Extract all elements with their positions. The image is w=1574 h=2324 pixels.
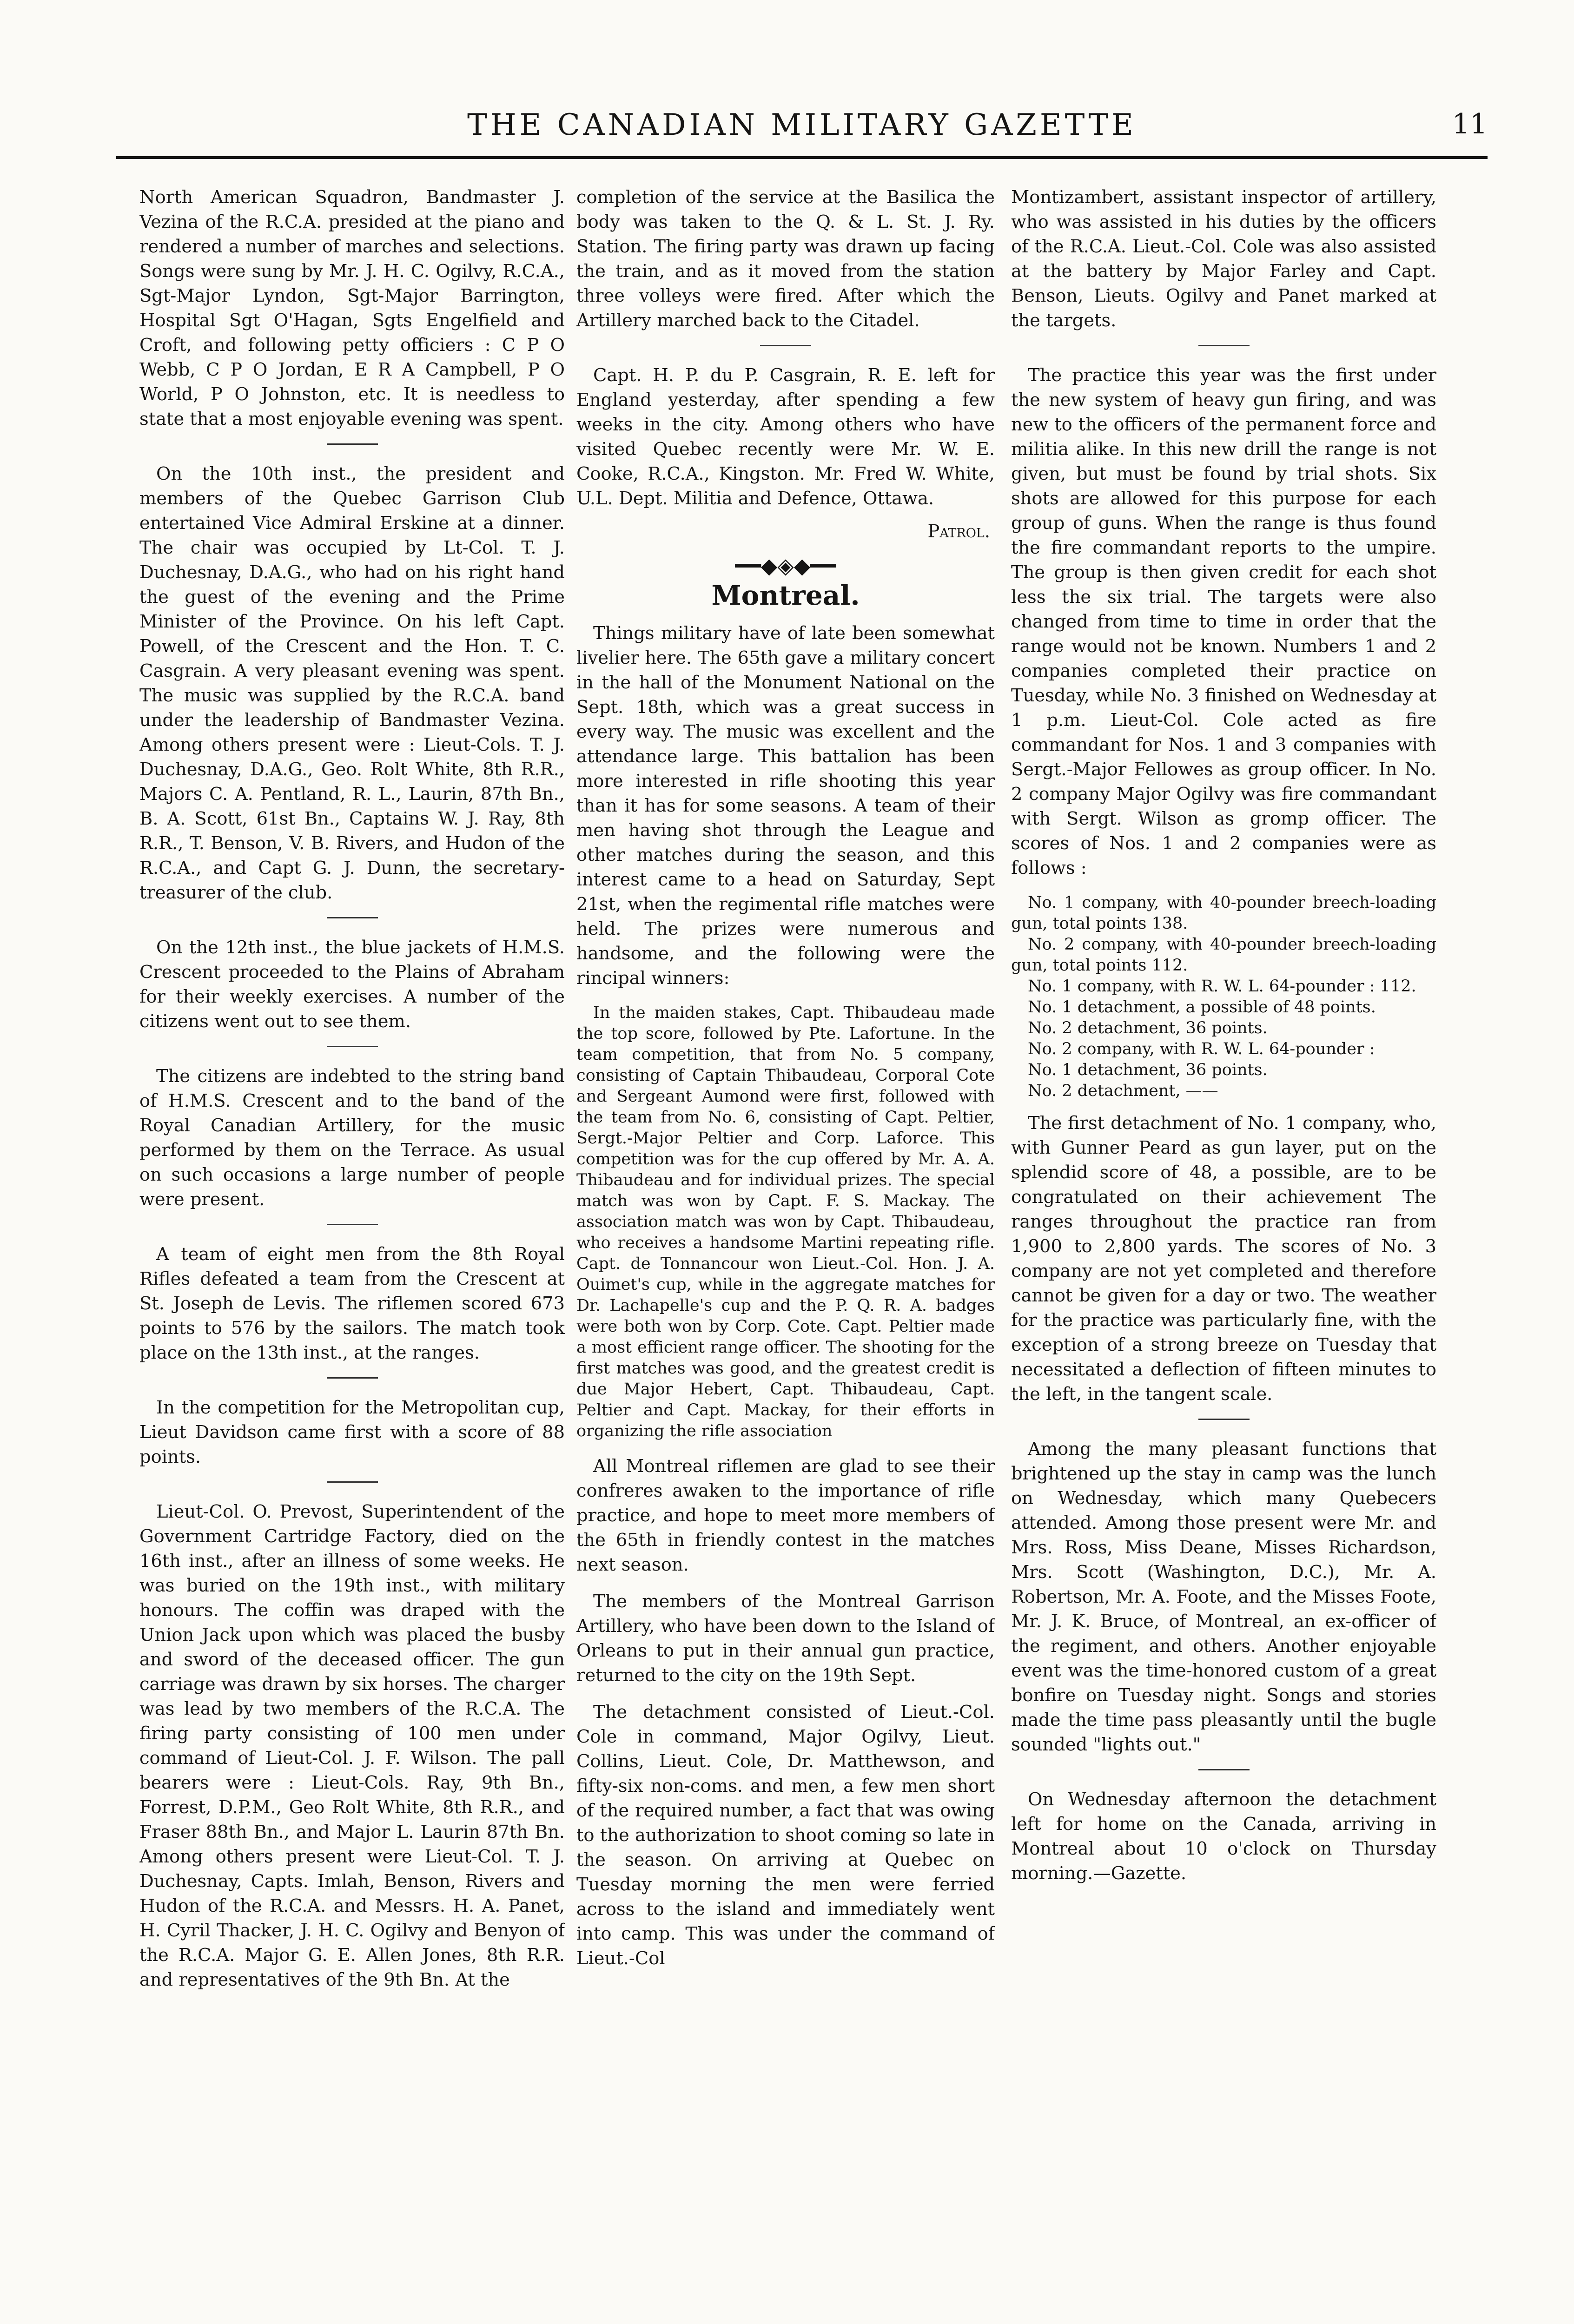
- ornament-divider: ━━◆◈◆━━: [735, 553, 836, 578]
- column-3: [1011, 185, 1436, 2324]
- signature: Patrol.: [927, 521, 990, 542]
- column-1: [139, 185, 565, 2324]
- paragraph: Lieut-Col. O. Prevost, Superintendent of the Government Cartridge Factory, died on the 16th inst., after an illness of some weeks. He was buried on the 19th inst., with military honours. The coffin was draped with the Union Jack upon which was placed the busby and sword of the deceased officer. The gun carriage was drawn by six horses. The charger was lead by two members of the R.C.A. The firing party consisting of 100 men under command of Lieut-Col. J. F. Wilson. The pall bearers were : Lieut-Cols. Ray, 9th Bn., Forrest, D.P.M., Geo Rolt White, 8th R.R., and Fraser 88th Bn., and Major L. Laurin 87th Bn. Among others present were Lieut-Col. T. J. Duchesnay, Capts. Imlah, Benson, Rivers and Hudon of the R.C.A. and Messrs. H. A. Panet, H. Cyril Thacker, J. H. C. Ogilvy and Benyon of the R.C.A. Major G. E. Allen Jones, 8th R.R. and representatives of the 9th Bn. At the: [139, 1501, 565, 1990]
- page-number: 11: [1452, 108, 1488, 140]
- section-divider: [327, 1046, 378, 1047]
- score-line: No. 1 company, with R. W. L. 64-pounder : 112.: [1028, 977, 1416, 996]
- section-divider: [327, 1481, 378, 1483]
- section-divider: [760, 345, 811, 346]
- paragraph: All Montreal riflemen are glad to see their confreres awaken to the importance of rifle practice, and hope to meet more members of the 65th in friendly contest in the matches next season.: [576, 1456, 995, 1575]
- column-2: [576, 185, 995, 2324]
- paragraph: A team of eight men from the 8th Royal Rifles defeated a team from the Crescent at St. Joseph de Levis. The riflemen scored 673 points to 576 by the sailors. The match took place on the 13th inst., at the ranges.: [139, 1244, 565, 1363]
- section-heading: Montreal.: [711, 580, 860, 611]
- score-line: No. 1 company, with 40-pounder breech-loading gun, total points 138.: [1011, 893, 1436, 933]
- paragraph: In the competition for the Metropolitan cup, Lieut Davidson came first with a score of 88 points.: [139, 1397, 565, 1467]
- score-line: No. 2 company, with 40-pounder breech-loading gun, total points 112.: [1011, 935, 1436, 975]
- paragraph: On the 10th inst., the president and members of the Quebec Garrison Club entertained Vice Admiral Erskine at a dinner. The chair was occupied by Lt-Col. T. J. Duchesnay, D.A.G., who had on his right hand the guest of the evening and the Prime Minister of the Province. On his left Capt. Powell, of the Crescent and the Hon. T. C. Casgrain. A very pleasant evening was spent. The music was supplied by the R.C.A. band under the leadership of Bandmaster Vezina. Among others present were : Lieut-Cols. T. J. Duchesnay, D.A.G., Geo. Rolt White, 8th R.R., Majors C. A. Pentland, R. L., Laurin, 87th Bn., B. A. Scott, 61st Bn., Captains W. J. Ray, 8th R.R., T. Benson, V. B. Rivers, and Hudon of the R.C.A., and Capt G. J. Dunn, the secretary-treasurer of the club.: [139, 463, 565, 903]
- section-divider: [1198, 345, 1250, 346]
- paragraph: The first detachment of No. 1 company, who, with Gunner Peard as gun layer, put on the splendid score of 48, a possible, are to be congratulated on their achievement The ranges throughout the practice ran from 1,900 to 2,800 yards. The scores of No. 3 company are not yet completed and therefore cannot be given for a day or two. The weather for the practice was particularly fine, with the exception of a strong breeze on Tuesday that necessitated a deflection of fifteen minutes to the left, in the tangent scale.: [1011, 1113, 1436, 1405]
- score-line: No. 2 detachment, ——: [1028, 1082, 1218, 1100]
- section-divider: [327, 1224, 378, 1225]
- scores-list: [1011, 892, 1436, 1102]
- section-divider: [327, 1377, 378, 1379]
- masthead: [116, 108, 1488, 145]
- score-line: No. 2 company, with R. W. L. 64-pounder :: [1028, 1040, 1375, 1058]
- paragraph: Among the many pleasant functions that brightened up the stay in camp was the lunch on Wednesday, which many Quebecers attended. Among those present were Mr. and Mrs. Ross, Miss Deane, Misses Richardson, Mrs. Scott (Washington, D.C.), Mr. A. Robertson, Mr. A. Foote, and the Misses Foote, Mr. J. K. Bruce, of Montreal, an ex-officer of the regiment, and others. Another enjoyable event was the time-honored custom of a great bonfire on Tuesday night. Songs and stories made the time pass pleasantly until the bugle sounded "lights out.": [1011, 1439, 1436, 1755]
- section-divider: [327, 917, 378, 918]
- header-rule: [116, 156, 1488, 159]
- paragraph: North American Squadron, Bandmaster J. Vezina of the R.C.A. presided at the piano and rendered a number of marches and selections. Songs were sung by Mr. J. H. C. Ogilvy, R.C.A., Sgt-Major Lyndon, Sgt-Major Barrington, Hospital Sgt O'Hagan, Sgts Engelfield and Croft, and following petty officiers : C P O Webb, C P O Jordan, E R A Campbell, P O World, P O Johnston, etc. It is needless to state that a most enjoyable evening was spent.: [139, 187, 565, 429]
- paragraph: The members of the Montreal Garrison Artillery, who have been down to the Island of Orleans to put in their annual gun practice, returned to the city on the 19th Sept.: [576, 1591, 995, 1686]
- paragraph: The practice this year was the first under the new system of heavy gun firing, and was new to the officers of the permanent force and militia alike. In this new drill the range is not given, but must be found by trial shots. Six shots are allowed for this purpose for each group of guns. When the range is thus found the fire commandant reports to the umpire. The group is then given credit for each shot less the six trial. The targets were also changed from time to time in order that the range would not be known. Numbers 1 and 2 companies completed their practice on Tuesday, while No. 3 finished on Wednesday at 1 p.m. Lieut-Col. Cole acted as fire commandant for Nos. 1 and 3 companies with Sergt.-Major Fellowes as group officer. In No. 2 company Major Ogilvy was fire commandant with Sergt. Wilson as gromp officer. The scores of Nos. 1 and 2 companies were as follows :: [1011, 365, 1436, 878]
- paragraph: completion of the service at the Basilica the body was taken to the Q. & L. St. J. Ry. Station. The firing party was drawn up facing the train, and as it moved from the station three volleys were fired. After which the Artillery marched back to the Citadel.: [576, 187, 995, 331]
- paragraph: In the maiden stakes, Capt. Thibaudeau made the top score, followed by Pte. Lafortune. In the team competition, that from No. 5 company, consisting of Captain Thibaudeau, Corporal Cote and Sergeant Aumond were first, followed with the team from No. 6, consisting of Capt. Peltier, Sergt.-Major Peltier and Corp. Laforce. This competition was for the cup offered by Mr. A. A. Thibaudeau and for individual prizes. The special match was won by Capt. F. S. Mackay. The association match was won by Capt. Thibaudeau, who receives a handsome Martini repeating rifle. Capt. de Tonnancour won Lieut.-Col. Hon. J. A. Ouimet's cup, while in the aggregate matches for Dr. Lachapelle's cup and the P. Q. R. A. badges were both won by Corp. Cote. Capt. Peltier made a most efficient range officer. The shooting for the first matches was good, and the greatest credit is due Major Hebert, Capt. Thibaudeau, Capt. Peltier and Capt. Mackay, for their efforts in organizing the rifle association: [576, 1004, 995, 1440]
- score-line: No. 2 detachment, 36 points.: [1028, 1019, 1268, 1037]
- paragraph: On the 12th inst., the blue jackets of H.M.S. Crescent proceeded to the Plains of Abraham for their weekly exercises. A number of the citizens went out to see them.: [139, 937, 565, 1032]
- paragraph: The citizens are indebted to the string band of H.M.S. Crescent and to the band of the Royal Canadian Artillery, for the music performed by them on the Terrace. As usual on such occasions a large number of people were present.: [139, 1066, 565, 1210]
- section-divider: [1198, 1419, 1250, 1420]
- paragraph: Montizambert, assistant inspector of artillery, who was assisted in his duties by the officers of the R.C.A. Lieut.-Col. Cole was also assisted at the battery by Major Farley and Capt. Benson, Lieuts. Ogilvy and Panet marked at the targets.: [1011, 187, 1436, 331]
- score-line: No. 1 detachment, 36 points.: [1028, 1061, 1268, 1079]
- score-line: No. 1 detachment, a possible of 48 points.: [1028, 998, 1376, 1017]
- newspaper-title: THE CANADIAN MILITARY GAZETTE: [467, 108, 1137, 142]
- paragraph: Things military have of late been somewhat livelier here. The 65th gave a military concert in the hall of the Monument National on the Sept. 18th, which was a great success in every way. The music was excellent and the attendance large. This battalion has been more interested in rifle shooting this year than it has for some seasons. A team of their men having shot through the League and other matches during the season, and this interest came to a head on Saturday, Sept 21st, when the regimental rifle matches were held. The prizes were numerous and handsome, and the following were the rincipal winners:: [576, 623, 995, 989]
- paragraph: The detachment consisted of Lieut.-Col. Cole in command, Major Ogilvy, Lieut. Collins, Lieut. Cole, Dr. Matthewson, and fifty-six non-coms. and men, a few men short of the required number, a fact that was owing to the authorization to shoot coming so late in the season. On arriving at Quebec on Tuesday morning the men were ferried across to the island and immediately went into camp. This was under the command of Lieut.-Col: [576, 1702, 995, 1969]
- section-divider: [327, 443, 378, 445]
- paragraph: Capt. H. P. du P. Casgrain, R. E. left for England yesterday, after spending a few weeks in the city. Among others who have visited Quebec recently were Mr. W. E. Cooke, R.C.A., Kingston. Mr. Fred W. White, U.L. Dept. Militia and Defence, Ottawa.: [576, 365, 995, 509]
- section-divider: [1198, 1769, 1250, 1770]
- paragraph: On Wednesday afternoon the detachment left for home on the Canada, arriving in Montreal about 10 o'clock on Thursday morning.—Gazette.: [1011, 1789, 1436, 1884]
